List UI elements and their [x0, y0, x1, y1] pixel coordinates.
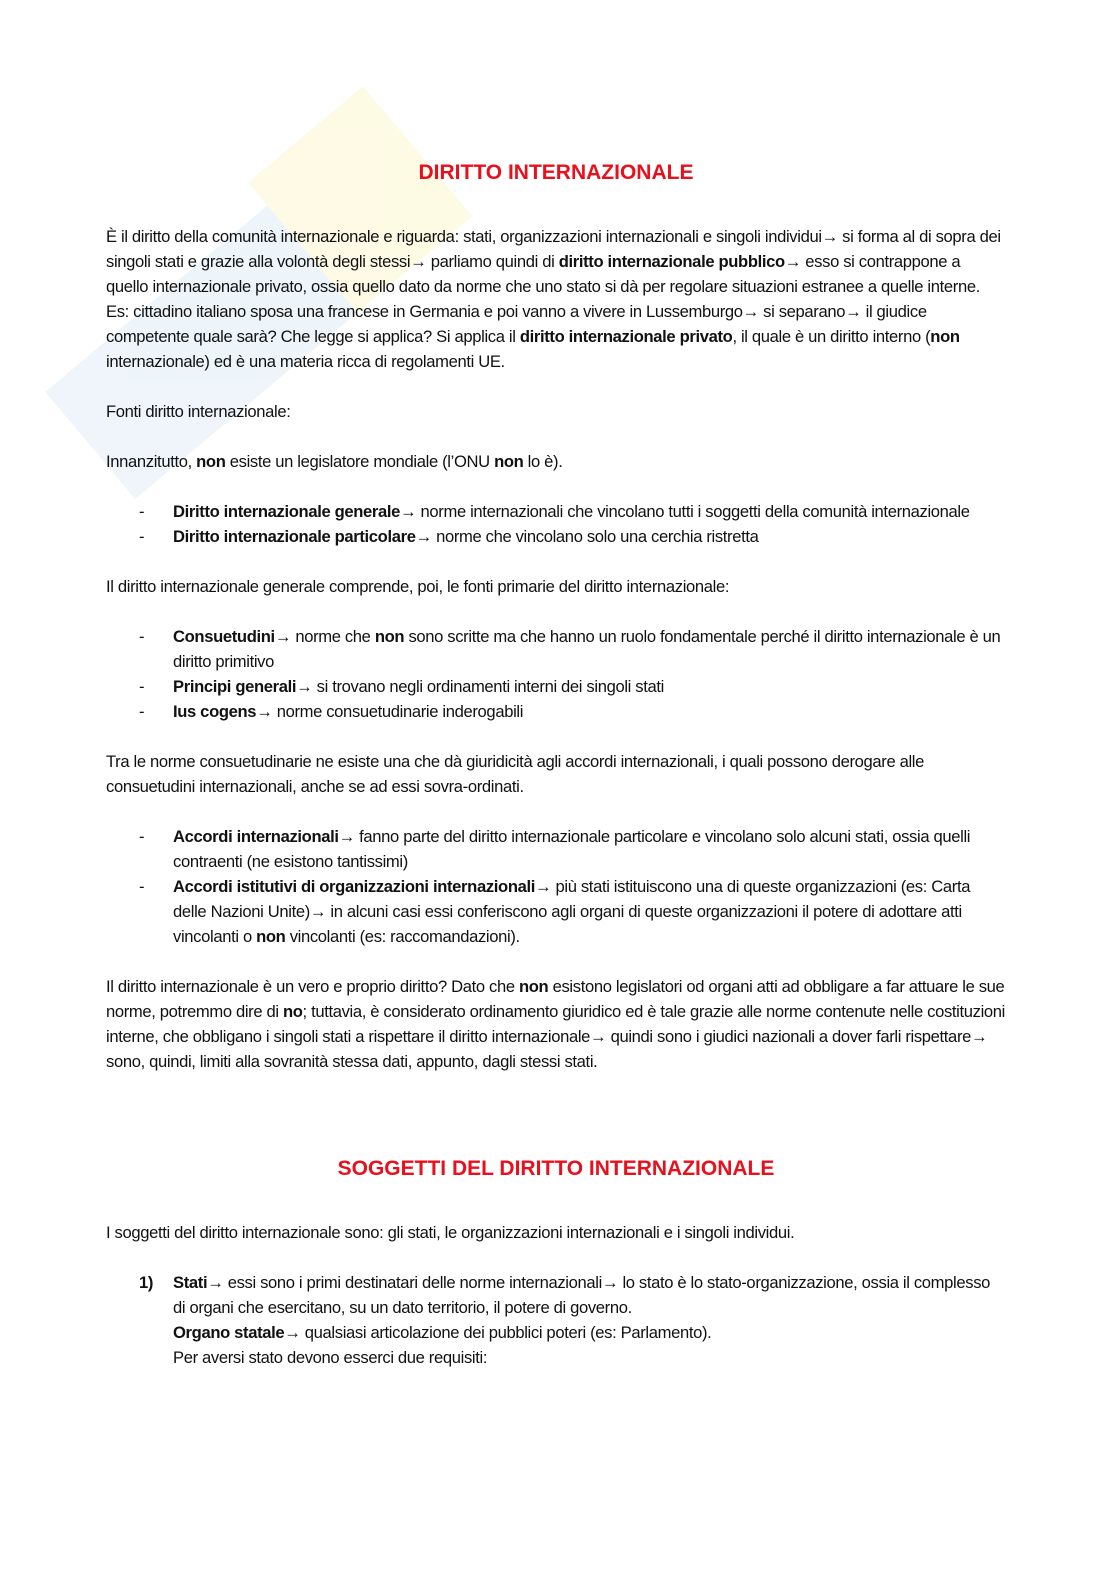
- bold-term: Diritto internazionale generale: [173, 502, 401, 521]
- list-item: [106, 699, 1006, 724]
- list-dash: -: [139, 627, 145, 646]
- text-run: Il diritto internazionale è un vero e proprio diritto? Dato che: [106, 977, 519, 996]
- text-run: → norme che vincolano solo una cerchia ristretta: [415, 527, 759, 546]
- text-run: Per aversi stato devono esserci due requisiti:: [173, 1348, 488, 1367]
- list-dash: -: [139, 827, 145, 846]
- text-run: lo è).: [523, 452, 563, 471]
- text-run: Innanzitutto,: [106, 452, 197, 471]
- list-dash: -: [139, 877, 145, 896]
- text-run: esiste un legislatore mondiale (l’ONU: [225, 452, 495, 471]
- text-run: → norme consuetudinarie inderogabili: [256, 702, 524, 721]
- text-run: → essi sono i primi destinatari delle norme internazionali→ lo stato è lo stato-organizzazione, ossia il complesso di organi che esercitano, su un dato territorio, il potere di governo.: [173, 1273, 991, 1317]
- list-dash: -: [139, 502, 145, 521]
- list-dash: -: [139, 702, 145, 721]
- text-run: È il diritto della comunità internazionale e riguarda: stati, organizzazioni internazionali e singoli individui→ si forma al di sopra dei singoli stati e grazie alla volontà degli stessi→ parliamo quindi di: [106, 227, 1001, 271]
- bold-term: Ius cogens: [173, 702, 257, 721]
- bold-term: diritto internazionale pubblico: [558, 252, 785, 271]
- bold-term: non: [374, 627, 405, 646]
- bold-term: Organo statale: [173, 1323, 285, 1342]
- paragraph: [106, 1220, 1006, 1245]
- list-number: 1): [139, 1273, 154, 1292]
- bold-term: diritto internazionale privato: [519, 327, 733, 346]
- list-dash: -: [139, 527, 145, 546]
- bold-term: non: [930, 327, 960, 346]
- list-item: [106, 624, 1006, 674]
- section-title: DIRITTO INTERNAZIONALE: [418, 161, 694, 184]
- paragraph: [106, 974, 1006, 1074]
- bullet-list: [106, 624, 1006, 724]
- list-dash: -: [139, 677, 145, 696]
- text-run: esistono legislatori od organi atti ad obbligare a far attuare le sue norme, potremmo dire di: [106, 977, 1005, 1021]
- bullet-list: [106, 824, 1006, 949]
- bold-term: Stati: [173, 1273, 208, 1292]
- bold-term: Accordi internazionali: [173, 827, 339, 846]
- bold-term: no: [282, 1002, 303, 1021]
- text-run: Fonti diritto internazionale:: [106, 402, 291, 421]
- text-run: vincolanti (es: raccomandazioni).: [285, 927, 520, 946]
- text-run: sono scritte ma che hanno un ruolo fondamentale perché il diritto internazionale è un diritto primitivo: [173, 627, 1001, 671]
- text-run: → qualsiasi articolazione dei pubblici poteri (es: Parlamento).: [284, 1323, 712, 1342]
- bold-term: non: [494, 452, 524, 471]
- text-run: → più stati istituiscono una di queste organizzazioni (es: Carta delle Nazioni Unite)→ in alcuni casi essi conferiscono agli organi di queste organizzazioni il potere di adottare atti vincolanti o: [173, 877, 971, 946]
- text-run: → norme che: [274, 627, 375, 646]
- text-run: → norme internazionali che vincolano tutti i soggetti della comunità internazionale: [400, 502, 970, 521]
- text-run: Es: cittadino italiano sposa una francese in Germania e poi vanno a vivere in Lussemburgo→ si separano→ il giudice competente quale sarà? Che legge si applica? Si applica il: [106, 302, 927, 346]
- numbered-list: [106, 1270, 1006, 1370]
- bold-term: non: [196, 452, 226, 471]
- text-run: → esso si contrappone a quello internazionale privato, ossia quello dato da norme che uno stato si dà per regolare situazioni estranee a quelle interne.: [106, 252, 980, 296]
- paragraph: [106, 449, 1006, 474]
- text-run: Tra le norme consuetudinarie ne esiste una che dà giuridicità agli accordi internazionali, i quali possono derogare alle consuetudini internazionali, anche se ad essi sovra-ordinati.: [106, 752, 925, 796]
- list-item: [106, 499, 1006, 524]
- bold-term: Consuetudini: [173, 627, 275, 646]
- paragraph: [106, 574, 1006, 599]
- text-run: , il quale è un diritto interno (: [732, 327, 931, 346]
- text-run: → fanno parte del diritto internazionale particolare e vincolano solo alcuni stati, ossia quelli contraenti (ne esistono tantissimi): [173, 827, 971, 871]
- bold-term: Principi generali: [173, 677, 297, 696]
- list-item: [106, 874, 1006, 949]
- bold-term: Accordi istitutivi di organizzazioni internazionali: [173, 877, 535, 896]
- list-item: [106, 824, 1006, 874]
- paragraph: [106, 749, 1006, 799]
- list-item: [106, 674, 1006, 699]
- paragraph: [106, 224, 1006, 374]
- bold-term: non: [518, 977, 549, 996]
- paragraph: [106, 399, 1006, 424]
- text-run: Il diritto internazionale generale comprende, poi, le fonti primarie del diritto internazionale:: [106, 577, 730, 596]
- list-item: [106, 1270, 1006, 1370]
- text-run: I soggetti del diritto internazionale sono: gli stati, le organizzazioni internazionali e i singoli individui.: [106, 1223, 795, 1242]
- bold-term: non: [256, 927, 286, 946]
- list-item: [106, 524, 1006, 549]
- section-title: SOGGETTI DEL DIRITTO INTERNAZIONALE: [337, 1157, 775, 1180]
- text-run: ; tuttavia, è considerato ordinamento giuridico ed è tale grazie alle norme contenute nelle costituzioni interne, che obbligano i singoli stati a rispettare il diritto internazionale→ quindi sono i giudici nazionali a dover farli rispettare→ sono, quindi, limiti alla sovranità stessa dati, appunto, dagli stessi stati.: [106, 1002, 1006, 1071]
- bullet-list: [106, 499, 1006, 549]
- text-run: internazionale) ed è una materia ricca di regolamenti UE.: [106, 352, 505, 371]
- text-run: → si trovano negli ordinamenti interni dei singoli stati: [296, 677, 664, 696]
- document-page: [106, 158, 1006, 1395]
- bold-term: Diritto internazionale particolare: [173, 527, 416, 546]
